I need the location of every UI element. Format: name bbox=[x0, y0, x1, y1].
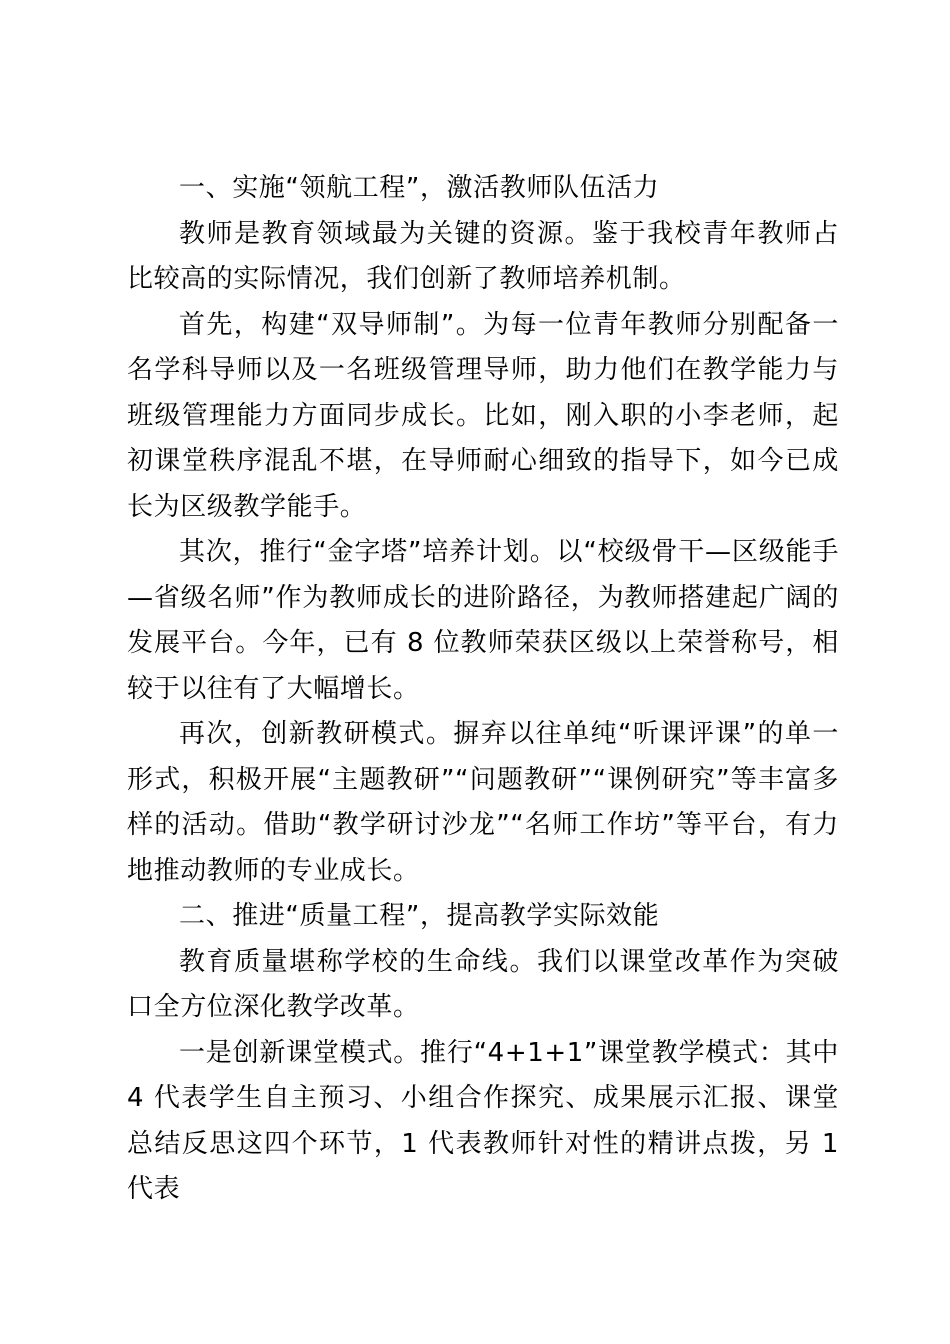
section-heading-1: 一、实施“领航工程”，激活教师队伍活力 bbox=[179, 173, 660, 203]
paragraph-dual-mentor: 首先，构建“双导师制”。为每一位青年教师分别配备一名学科导师以及一名班级管理导师，助力他们在教学能力与班级管理能力方面同步成长。比如，刚入职的小李老师，起初课堂秩序混乱不堪，在导师耐心细致的指导下，如今已成长为区级教学能手。 bbox=[127, 309, 839, 522]
document-body bbox=[127, 166, 839, 1213]
paragraph-classroom-model: 一是创新课堂模式。推行“4+1+1”课堂教学模式：其中 4 代表学生自主预习、小组合作探究、成果展示汇报、课堂总结反思这四个环节，1 代表教师针对性的精讲点拨，另 1 代表 bbox=[127, 1037, 839, 1204]
paragraph-teaching-research: 再次，创新教研模式。摒弃以往单纯“听课评课”的单一形式，积极开展“主题教研”“问题教研”“课例研究”等丰富多样的活动。借助“教学研讨沙龙”“名师工作坊”等平台，有力地推动教师的专业成长。 bbox=[127, 719, 839, 886]
paragraph-pyramid-plan: 其次，推行“金字塔”培养计划。以“校级骨干—区级能手—省级名师”作为教师成长的进阶路径，为教师搭建起广阔的发展平台。今年，已有 8 位教师荣获区级以上荣誉称号，相较于以往有了大幅增长。 bbox=[127, 537, 839, 704]
paragraph-quality-intro: 教育质量堪称学校的生命线。我们以课堂改革作为突破口全方位深化教学改革。 bbox=[127, 946, 839, 1022]
section-heading-2: 二、推进“质量工程”，提高教学实际效能 bbox=[179, 901, 660, 931]
paragraph-intro-teachers: 教师是教育领域最为关键的资源。鉴于我校青年教师占比较高的实际情况，我们创新了教师培养机制。 bbox=[127, 218, 839, 294]
